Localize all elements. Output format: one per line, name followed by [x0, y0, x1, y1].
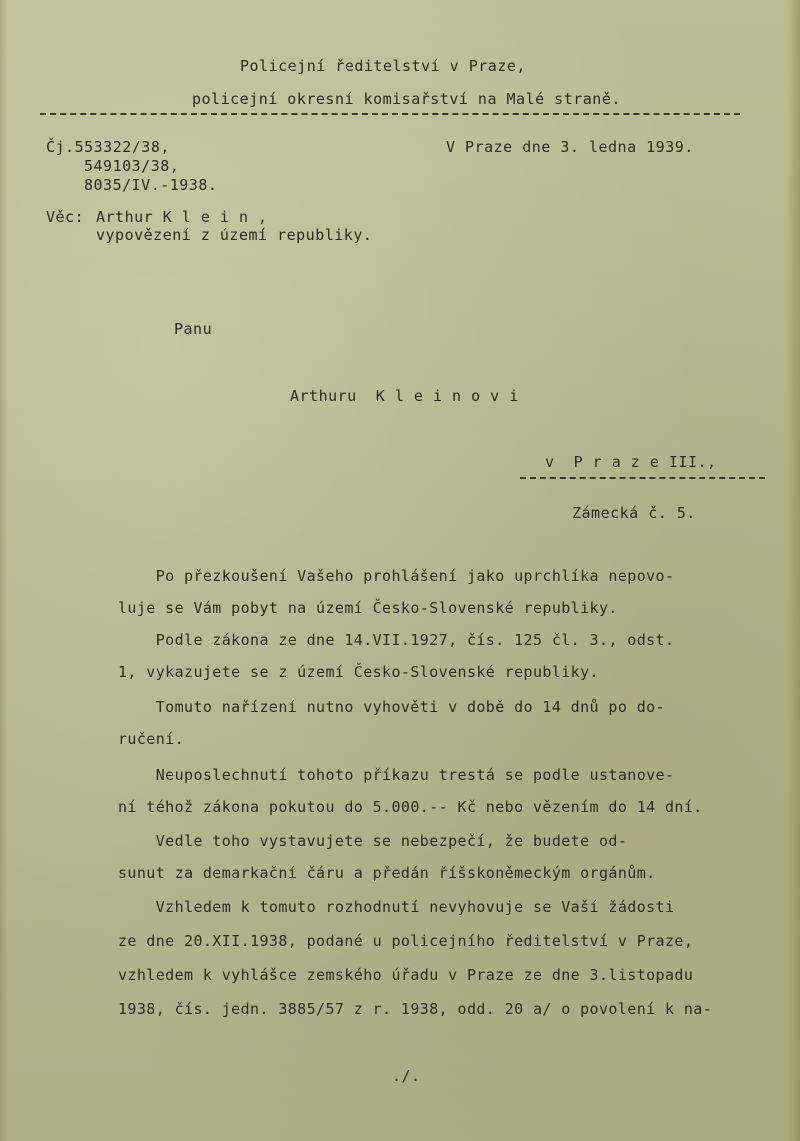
document-date: V Praze dne 3. ledna 1939.: [446, 138, 694, 156]
page-continuation-mark: ./.: [392, 1067, 421, 1085]
paper-edge-left: [0, 0, 8, 1141]
body-line: Podle zákona ze dne 14.VII.1927, čís. 125 čl. 3., odst.: [118, 631, 675, 649]
addressee-street: Zámecká č. 5.: [572, 504, 696, 522]
body-line: ručení.: [118, 730, 185, 748]
body-line: ze dne 20.XII.1938, podané u policejního ředitelství v Praze,: [118, 932, 694, 950]
subject-label: Věc:: [46, 208, 85, 226]
body-line: Tomuto nařízení nutno vyhověti v době do 14 dnů po do-: [118, 698, 665, 716]
reference-number-1: Čj.553322/38,: [46, 138, 170, 156]
header-authority: Policejní ředitelství v Praze,: [240, 57, 526, 75]
body-line: Neuposlechnutí tohoto příkazu trestá se podle ustanove-: [118, 766, 675, 784]
subject-matter: vypovězení z území republiky.: [96, 226, 373, 244]
salutation: Panu: [174, 320, 213, 338]
reference-number-2: 549103/38,: [84, 157, 180, 175]
subject-name: Arthur K l e i n ,: [96, 208, 268, 226]
header-commissariat: policejní okresní komisařství na Malé straně.: [192, 90, 621, 108]
reference-number-3: 8035/IV.-1938.: [84, 176, 218, 194]
header-divider: [40, 113, 740, 115]
paper-edge-right: [786, 0, 800, 1141]
body-line: Vedle toho vystavujete se nebezpečí, že budete od-: [118, 832, 628, 850]
body-line: 1938, čís. jedn. 3885/57 z r. 1938, odd. 20 a/ o povolení k na-: [118, 1000, 713, 1018]
body-line: sunut za demarkační čáru a předán říšskoněmeckým orgánům.: [118, 864, 656, 882]
body-line: luje se Vám pobyt na území Česko-Slovenské republiky.: [118, 599, 618, 617]
body-line: ní téhož zákona pokutou do 5.000.-- Kč nebo vězením do 14 dní.: [118, 798, 703, 816]
addressee-name: Arthuru K l e i n o v i: [290, 387, 519, 405]
addressee-city: v P r a z e III.,: [545, 453, 717, 471]
city-underline: [520, 477, 765, 479]
body-line: vzhledem k vyhlášce zemského úřadu v Praze ze dne 3.listopadu: [118, 966, 694, 984]
body-line: Vzhledem k tomuto rozhodnutí nevyhovuje se Vaší žádosti: [118, 898, 675, 916]
body-line: Po přezkoušení Vašeho prohlášení jako uprchlíka nepovo-: [118, 567, 675, 585]
body-line: 1, vykazujete se z území Česko-Slovenské republiky.: [118, 663, 599, 681]
